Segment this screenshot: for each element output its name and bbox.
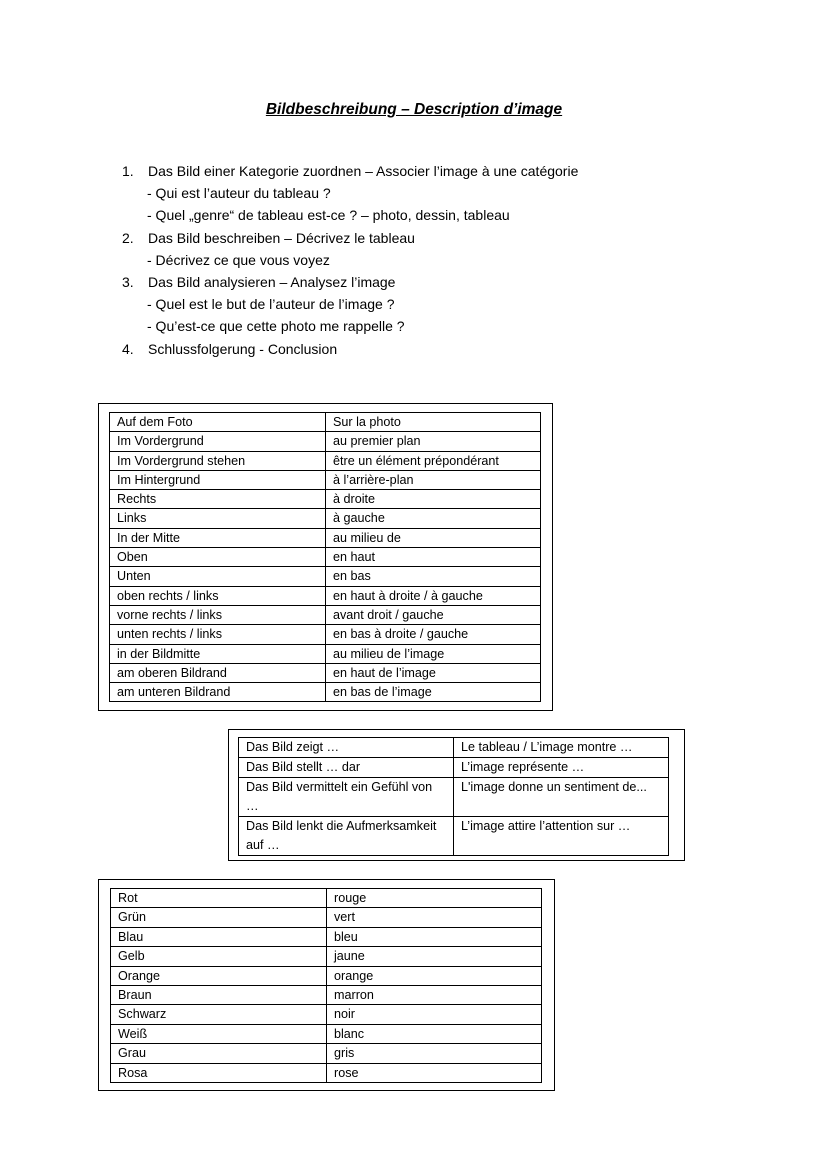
step-subitem: - Décrivez ce que vous voyez: [147, 251, 330, 268]
table-row: [110, 644, 541, 663]
page-title: Bildbeschreibung – Description d’image: [265, 101, 563, 118]
german-term: Unten: [110, 567, 326, 586]
german-term: am unteren Bildrand: [110, 683, 326, 702]
french-term: à gauche: [326, 509, 541, 528]
french-term: en bas: [326, 567, 541, 586]
french-term: avant droit / gauche: [326, 605, 541, 624]
german-term: Weiß: [111, 1024, 327, 1043]
german-term: am oberen Bildrand: [110, 663, 326, 682]
table-row: [110, 432, 541, 451]
french-term: rouge: [327, 889, 542, 908]
table-row: [111, 947, 542, 966]
step-subitem: - Qu’est-ce que cette photo me rappelle ?: [147, 318, 405, 335]
german-term: Rosa: [111, 1063, 327, 1082]
french-term: en bas à droite / gauche: [326, 625, 541, 644]
table-row: [110, 528, 541, 547]
table-row: [111, 1005, 542, 1024]
table-row: [239, 817, 669, 856]
french-term: au premier plan: [326, 432, 541, 451]
color-vocabulary-table: [110, 888, 542, 1083]
german-term: Rot: [111, 889, 327, 908]
german-term: unten rechts / links: [110, 625, 326, 644]
french-term: gris: [327, 1044, 542, 1063]
german-term: Braun: [111, 986, 327, 1005]
german-term: Das Bild zeigt …: [239, 738, 454, 758]
french-term: en haut: [326, 548, 541, 567]
french-term: Sur la photo: [326, 413, 541, 432]
french-term: rose: [327, 1063, 542, 1082]
phrase-vocabulary-table: [238, 737, 669, 856]
color-vocabulary-box: [98, 879, 555, 1091]
german-term: Das Bild stellt … dar: [239, 758, 454, 778]
german-term: Grün: [111, 908, 327, 927]
phrase-vocabulary-box: [228, 729, 685, 861]
french-term: Le tableau / L’image montre …: [454, 738, 669, 758]
german-term: In der Mitte: [110, 528, 326, 547]
step-number: 3.: [122, 274, 134, 291]
table-row: [239, 778, 669, 817]
french-term: blanc: [327, 1024, 542, 1043]
french-term: L’image attire l’attention sur …: [454, 817, 669, 856]
step-item: [122, 160, 578, 182]
french-term: en haut de l’image: [326, 663, 541, 682]
step-item: [122, 271, 578, 293]
table-row: [110, 490, 541, 509]
german-term: Blau: [111, 927, 327, 946]
table-row: [111, 908, 542, 927]
step-text: Schlussfolgerung - Conclusion: [148, 340, 338, 357]
french-term: L’image représente …: [454, 758, 669, 778]
table-row: [110, 567, 541, 586]
table-row: [239, 738, 669, 758]
german-term: Links: [110, 509, 326, 528]
table-row: [111, 1063, 542, 1082]
table-row: [239, 758, 669, 778]
step-subitem: - Qui est l’auteur du tableau ?: [147, 185, 331, 202]
step-number: 4.: [122, 340, 134, 357]
french-term: orange: [327, 966, 542, 985]
table-row: [110, 605, 541, 624]
german-term: Das Bild lenkt die Aufmerksamkeit auf …: [239, 817, 454, 856]
step-subitem: - Quel „genre“ de tableau est-ce ? – photo, dessin, tableau: [147, 207, 510, 224]
table-row: [110, 586, 541, 605]
table-row: [110, 625, 541, 644]
table-row: [111, 986, 542, 1005]
french-term: à droite: [326, 490, 541, 509]
position-vocabulary-box: [98, 403, 553, 711]
french-term: vert: [327, 908, 542, 927]
step-text: Das Bild analysieren – Analysez l’image: [148, 274, 396, 291]
french-term: être un élément prépondérant: [326, 451, 541, 470]
french-term: marron: [327, 986, 542, 1005]
german-term: Rechts: [110, 490, 326, 509]
table-row: [110, 663, 541, 682]
table-row: [111, 966, 542, 985]
table-row: [111, 889, 542, 908]
step-item: [122, 338, 578, 360]
position-vocabulary-table: [109, 412, 541, 702]
table-row: [110, 683, 541, 702]
german-term: vorne rechts / links: [110, 605, 326, 624]
german-term: Gelb: [111, 947, 327, 966]
german-term: Oben: [110, 548, 326, 567]
step-item: [122, 227, 578, 249]
french-term: à l’arrière-plan: [326, 470, 541, 489]
steps-list: [122, 160, 578, 360]
french-term: noir: [327, 1005, 542, 1024]
french-term: au milieu de: [326, 528, 541, 547]
step-text: Das Bild beschreiben – Décrivez le tableau: [148, 229, 415, 246]
step-text: Das Bild einer Kategorie zuordnen – Associer l’image à une catégorie: [148, 163, 579, 179]
table-row: [110, 470, 541, 489]
step-number: 1.: [122, 163, 134, 179]
step-subitem: - Quel est le but de l’auteur de l’image ?: [147, 296, 395, 313]
table-row: [111, 927, 542, 946]
french-term: en haut à droite / à gauche: [326, 586, 541, 605]
german-term: Schwarz: [111, 1005, 327, 1024]
step-number: 2.: [122, 229, 134, 246]
german-term: Das Bild vermittelt ein Gefühl von …: [239, 778, 454, 817]
french-term: jaune: [327, 947, 542, 966]
table-row: [111, 1044, 542, 1063]
german-term: Grau: [111, 1044, 327, 1063]
table-row: [111, 1024, 542, 1043]
french-term: au milieu de l’image: [326, 644, 541, 663]
table-row: [110, 509, 541, 528]
german-term: Auf dem Foto: [110, 413, 326, 432]
french-term: bleu: [327, 927, 542, 946]
german-term: Im Hintergrund: [110, 470, 326, 489]
table-row: [110, 548, 541, 567]
table-row: [110, 413, 541, 432]
french-term: L'image donne un sentiment de...: [454, 778, 669, 817]
german-term: oben rechts / links: [110, 586, 326, 605]
german-term: in der Bildmitte: [110, 644, 326, 663]
table-row: [110, 451, 541, 470]
german-term: Orange: [111, 966, 327, 985]
german-term: Im Vordergrund: [110, 432, 326, 451]
german-term: Im Vordergrund stehen: [110, 451, 326, 470]
french-term: en bas de l’image: [326, 683, 541, 702]
